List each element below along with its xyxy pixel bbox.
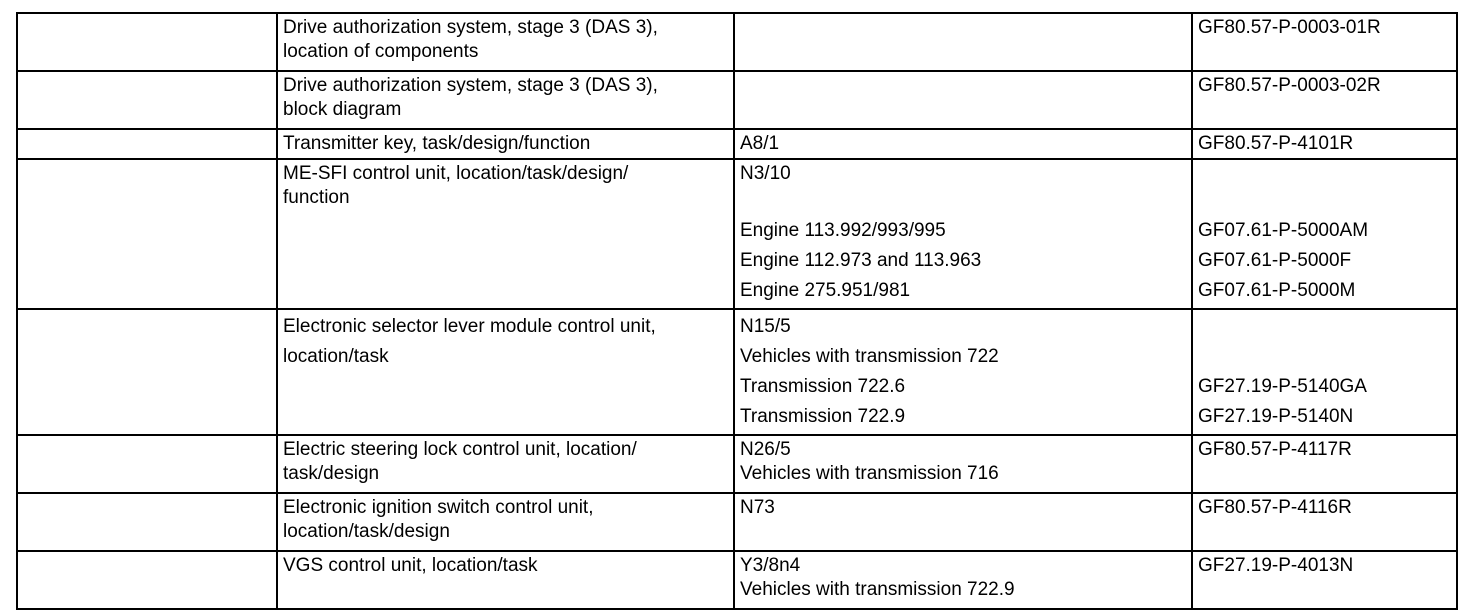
variant-label: Transmission 722.6 xyxy=(740,376,906,397)
description-text: VGS control unit, location/task xyxy=(283,555,538,576)
empty-cell xyxy=(17,159,277,309)
description-cell xyxy=(277,13,734,71)
component-cell xyxy=(734,309,1192,435)
component-text: N15/5 xyxy=(740,316,791,337)
document-number: GF27.19-P-5140N xyxy=(1198,406,1354,427)
document-number: GF80.57-P-4116R xyxy=(1198,497,1352,518)
condition-text: Vehicles with transmission 722 xyxy=(740,346,999,367)
condition-text: Vehicles with transmission 716 xyxy=(740,463,999,484)
document-cell xyxy=(1192,551,1457,609)
description-text: Transmitter key, task/design/function xyxy=(283,133,591,154)
component-text: A8/1 xyxy=(740,133,780,154)
component-cell xyxy=(734,435,1192,493)
table-row xyxy=(17,435,1457,493)
description-text: Electric steering lock control unit, location/ xyxy=(283,439,637,460)
description-text: task/design xyxy=(283,463,380,484)
description-cell xyxy=(277,493,734,551)
description-text: location/task/design xyxy=(283,521,450,542)
variant-label: Transmission 722.9 xyxy=(740,406,906,427)
description-cell xyxy=(277,71,734,129)
description-text: Drive authorization system, stage 3 (DAS 3), xyxy=(283,75,658,96)
document-cell xyxy=(1192,129,1457,159)
document-cell xyxy=(1192,71,1457,129)
document-cell xyxy=(1192,159,1457,309)
document-cell xyxy=(1192,309,1457,435)
description-text: Drive authorization system, stage 3 (DAS 3), xyxy=(283,17,658,38)
component-cell xyxy=(734,493,1192,551)
document-cell xyxy=(1192,13,1457,71)
variant-label: Engine 112.973 and 113.963 xyxy=(740,250,982,271)
component-cell xyxy=(734,129,1192,159)
spacer xyxy=(740,186,1186,216)
component-text: N26/5 xyxy=(740,439,791,460)
document-number: GF80.57-P-0003-01R xyxy=(1198,17,1381,38)
description-cell xyxy=(277,129,734,159)
document-number: GF80.57-P-4117R xyxy=(1198,439,1352,460)
reference-table xyxy=(16,12,1458,610)
document-cell xyxy=(1192,493,1457,551)
variant-label: Engine 113.992/993/995 xyxy=(740,220,946,241)
description-text: location/task xyxy=(283,346,389,367)
table-row xyxy=(17,129,1457,159)
description-text: function xyxy=(283,187,350,208)
empty-cell xyxy=(17,309,277,435)
document-number: GF07.61-P-5000M xyxy=(1198,280,1356,301)
description-cell xyxy=(277,551,734,609)
description-text: Electronic selector lever module control unit, xyxy=(283,316,656,337)
description-cell xyxy=(277,309,734,435)
component-cell xyxy=(734,71,1192,129)
document-cell xyxy=(1192,435,1457,493)
empty-cell xyxy=(17,13,277,71)
table-row xyxy=(17,159,1457,309)
variant-label: Engine 275.951/981 xyxy=(740,280,911,301)
empty-cell xyxy=(17,129,277,159)
document-number: GF07.61-P-5000AM xyxy=(1198,220,1369,241)
description-text: block diagram xyxy=(283,99,402,120)
table-row xyxy=(17,551,1457,609)
table-row xyxy=(17,309,1457,435)
component-cell xyxy=(734,159,1192,309)
description-cell xyxy=(277,435,734,493)
document-number: GF80.57-P-4101R xyxy=(1198,133,1354,154)
component-cell xyxy=(734,13,1192,71)
empty-cell xyxy=(17,493,277,551)
spacer xyxy=(1198,186,1451,216)
description-cell xyxy=(277,159,734,309)
component-text: Y3/8n4 xyxy=(740,555,801,576)
component-text: N73 xyxy=(740,497,775,518)
description-text: ME-SFI control unit, location/task/design/ xyxy=(283,163,629,184)
table-row xyxy=(17,493,1457,551)
condition-text: Vehicles with transmission 722.9 xyxy=(740,579,1015,600)
document-number: GF27.19-P-5140GA xyxy=(1198,376,1367,397)
document-number: GF27.19-P-4013N xyxy=(1198,555,1354,576)
description-text: location of components xyxy=(283,41,479,62)
component-text: N3/10 xyxy=(740,163,791,184)
table-row xyxy=(17,13,1457,71)
component-cell xyxy=(734,551,1192,609)
document-number: GF07.61-P-5000F xyxy=(1198,250,1352,271)
empty-cell xyxy=(17,71,277,129)
description-text: Electronic ignition switch control unit, xyxy=(283,497,594,518)
empty-cell xyxy=(17,551,277,609)
empty-cell xyxy=(17,435,277,493)
document-number: GF80.57-P-0003-02R xyxy=(1198,75,1381,96)
table-row xyxy=(17,71,1457,129)
